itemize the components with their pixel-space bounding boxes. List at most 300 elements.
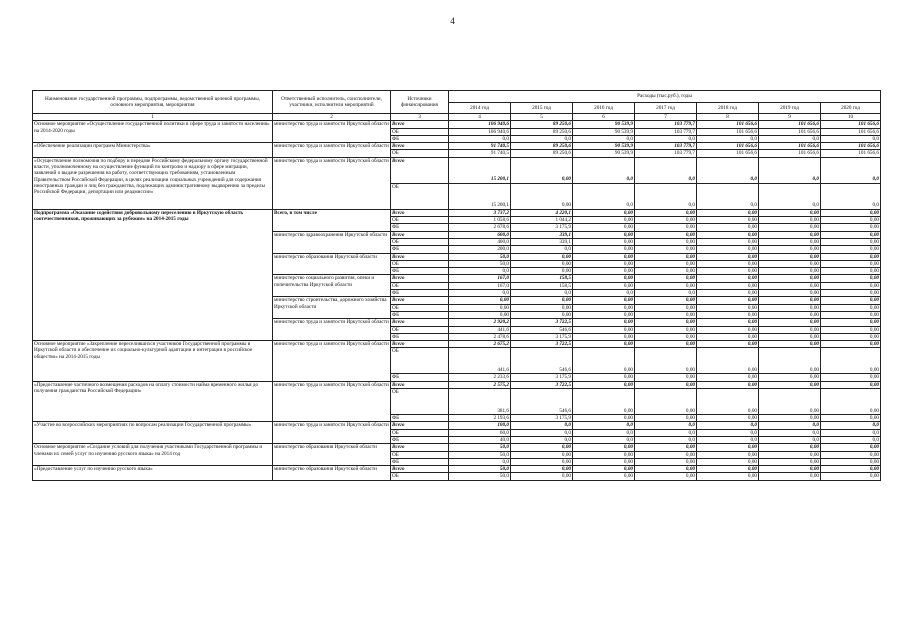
row-value-cell: 0,00: [759, 282, 821, 289]
row-value-cell: 0,00: [449, 311, 511, 318]
row-source-cell: ФБ: [391, 268, 449, 275]
row-value-cell: 0,0: [573, 429, 635, 436]
row-value-cell: 0,00: [573, 444, 635, 451]
row-value-cell: 15 200,1: [449, 183, 511, 209]
row-value-cell: 101 656,6: [697, 121, 759, 128]
row-value-cell: 0,00: [697, 389, 759, 415]
row-value-cell: 0,00: [573, 473, 635, 480]
row-value-cell: 0,0: [511, 436, 573, 443]
row-value-cell: 0,00: [821, 473, 881, 480]
row-value-cell: 0,00: [635, 466, 697, 473]
row-value-cell: 0,00: [635, 341, 697, 348]
row-value-cell: 0,00: [635, 473, 697, 480]
row-value-cell: 101 656,6: [821, 128, 881, 135]
row-value-cell: 0,00: [635, 381, 697, 388]
row-value-cell: 0,00: [821, 444, 881, 451]
row-value-cell: 2 678,6: [449, 224, 511, 231]
row-value-cell: 0,00: [821, 253, 881, 260]
header-year: 2019 год: [759, 102, 821, 114]
row-value-cell: 3 737,2: [449, 209, 511, 216]
row-value-cell: 0,00: [697, 466, 759, 473]
row-value-cell: 0,00: [573, 282, 635, 289]
row-value-cell: 0,00: [697, 473, 759, 480]
row-value-cell: 0,00: [759, 451, 821, 458]
row-value-cell: 0,00: [697, 451, 759, 458]
header-year: 2015 год: [511, 102, 573, 114]
row-source-cell: Всего: [391, 381, 449, 388]
row-value-cell: 0,00: [759, 297, 821, 304]
row-value-cell: 0,00: [759, 260, 821, 267]
row-value-cell: 101 656,6: [759, 143, 821, 150]
row-value-cell: 0,00: [759, 473, 821, 480]
row-value-cell: 0,00: [697, 209, 759, 216]
row-executor-cell: министерство труда и занятости Иркутской области: [273, 422, 391, 444]
row-value-cell: 0,00: [697, 458, 759, 465]
row-source-cell: ФБ: [391, 224, 449, 231]
row-value-cell: 0,00: [511, 458, 573, 465]
row-executor-cell: министерство труда и занятости Иркутской области: [273, 157, 391, 209]
row-value-cell: 0,00: [697, 374, 759, 381]
row-value-cell: 60,0: [449, 429, 511, 436]
row-value-cell: 0,0: [697, 429, 759, 436]
row-value-cell: 89 250,6: [511, 143, 573, 150]
row-value-cell: 0,0: [697, 183, 759, 209]
row-source-cell: ФБ: [391, 290, 449, 297]
row-value-cell: 0,00: [821, 319, 881, 326]
row-value-cell: 0,00: [759, 326, 821, 333]
row-value-cell: 0,00: [821, 260, 881, 267]
row-value-cell: 0,00: [511, 444, 573, 451]
row-value-cell: 0,0: [759, 436, 821, 443]
row-value-cell: 0,00: [759, 224, 821, 231]
row-value-cell: 0,00: [697, 290, 759, 297]
row-value-cell: 0,00: [759, 311, 821, 318]
row-value-cell: 167,0: [449, 275, 511, 282]
header-year: 2014 год: [449, 102, 511, 114]
row-value-cell: 0,00: [635, 231, 697, 238]
row-value-cell: 0,00: [635, 458, 697, 465]
row-source-cell: ФБ: [391, 135, 449, 142]
column-number: 3: [391, 114, 449, 121]
header-year: 2020 год: [821, 102, 881, 114]
row-value-cell: 0,0: [759, 135, 821, 142]
row-value-cell: 0,00: [635, 268, 697, 275]
table-body: [33, 121, 881, 480]
row-value-cell: 89 250,6: [511, 128, 573, 135]
row-source-cell: Всего: [391, 121, 449, 128]
row-value-cell: 0,0: [573, 183, 635, 209]
budget-table-container: [32, 90, 880, 481]
row-source-cell: Всего: [391, 422, 449, 429]
header-source: Источники финансирования: [391, 91, 449, 114]
row-value-cell: 0,00: [573, 268, 635, 275]
row-value-cell: 0,0: [449, 290, 511, 297]
row-value-cell: 0,00: [573, 326, 635, 333]
row-value-cell: 40,0: [449, 436, 511, 443]
row-value-cell: 0,0: [573, 135, 635, 142]
row-value-cell: 0,00: [635, 238, 697, 245]
row-value-cell: 0,00: [759, 341, 821, 348]
row-source-cell: Всего: [391, 297, 449, 304]
row-value-cell: 0,0: [759, 183, 821, 209]
row-value-cell: 0,00: [697, 348, 759, 374]
row-value-cell: 91 740,5: [449, 143, 511, 150]
row-source-cell: ФБ: [391, 333, 449, 340]
row-value-cell: 2 233,6: [449, 374, 511, 381]
row-value-cell: 0,00: [821, 326, 881, 333]
row-value-cell: 0,00: [697, 238, 759, 245]
row-value-cell: 0,00: [821, 458, 881, 465]
row-value-cell: 1 058,6: [449, 217, 511, 224]
row-executor-cell: министерство образования Иркутской области: [273, 444, 391, 466]
row-executor-cell: министерство социального развития, опеки и попечительства Иркутской области: [273, 275, 391, 297]
row-value-cell: 0,00: [821, 381, 881, 388]
row-source-cell: Всего: [391, 275, 449, 282]
row-name-cell: Подпрограмма «Оказание содействия добровольному переселению в Иркутскую область соотечественников, проживающих за рубежом» на 2014-2015 годы: [33, 209, 273, 340]
row-value-cell: 0,00: [511, 260, 573, 267]
row-source-cell: ОБ: [391, 282, 449, 289]
row-executor-cell: министерство труда и занятости Иркутской области: [273, 143, 391, 158]
row-value-cell: 106 940,6: [449, 128, 511, 135]
row-value-cell: 0,0: [449, 135, 511, 142]
row-value-cell: 0,00: [635, 333, 697, 340]
row-value-cell: 0,00: [511, 473, 573, 480]
row-value-cell: 0,00: [821, 290, 881, 297]
row-value-cell: 101 656,6: [759, 121, 821, 128]
row-source-cell: ОБ: [391, 326, 449, 333]
row-value-cell: 0,0: [697, 157, 759, 183]
row-source-cell: ОБ: [391, 389, 449, 415]
table-row: [33, 157, 881, 183]
row-value-cell: 0,00: [635, 304, 697, 311]
row-value-cell: 50,0: [449, 451, 511, 458]
column-number: 2: [273, 114, 391, 121]
row-value-cell: 0,0: [511, 246, 573, 253]
row-source-cell: ОБ: [391, 304, 449, 311]
row-value-cell: 50,0: [449, 253, 511, 260]
row-value-cell: 0,00: [697, 341, 759, 348]
row-source-cell: ОБ: [391, 260, 449, 267]
row-value-cell: 0,00: [697, 231, 759, 238]
row-name-cell: «Обеспечение реализации программ Министерства»: [33, 143, 273, 158]
row-source-cell: ОБ: [391, 429, 449, 436]
row-value-cell: 0,0: [697, 422, 759, 429]
row-value-cell: 0,0: [821, 422, 881, 429]
row-value-cell: 0,0: [511, 422, 573, 429]
row-source-cell: ОБ: [391, 348, 449, 374]
column-number: 8: [697, 114, 759, 121]
row-value-cell: 101 656,6: [697, 150, 759, 157]
row-value-cell: 0,00: [635, 415, 697, 422]
row-value-cell: 0,00: [759, 374, 821, 381]
row-value-cell: 0,0: [573, 436, 635, 443]
row-name-cell: Основное мероприятие «Осуществление государственной политики в сфере труда и занятости населения» на 2014-2020 годы: [33, 121, 273, 143]
row-value-cell: 101 656,6: [697, 128, 759, 135]
row-value-cell: 0,0: [821, 157, 881, 183]
row-value-cell: 0,00: [573, 348, 635, 374]
row-value-cell: 0,00: [759, 217, 821, 224]
row-value-cell: 0,00: [759, 246, 821, 253]
row-value-cell: 0,00: [697, 268, 759, 275]
row-value-cell: 0,00: [697, 319, 759, 326]
row-value-cell: 0,00: [511, 268, 573, 275]
row-value-cell: 0,00: [511, 183, 573, 209]
row-name-cell: Основное мероприятие «Создание условий для получения участниками Государственной программы и членами их семей услуг по изучению русского языка» на 2014 год: [33, 444, 273, 466]
row-value-cell: 0,00: [821, 333, 881, 340]
header-year: 2017 год: [635, 102, 697, 114]
row-value-cell: 0,00: [821, 238, 881, 245]
row-value-cell: 0,00: [511, 466, 573, 473]
row-value-cell: 0,0: [635, 135, 697, 142]
row-value-cell: 89 250,6: [511, 150, 573, 157]
column-number-row: [33, 114, 881, 121]
row-value-cell: 90 539,9: [573, 143, 635, 150]
row-value-cell: 0,0: [635, 183, 697, 209]
row-source-cell: ОБ: [391, 217, 449, 224]
row-value-cell: 0,00: [449, 297, 511, 304]
row-value-cell: 0,0: [759, 157, 821, 183]
row-value-cell: 101 656,6: [759, 128, 821, 135]
row-value-cell: 101 656,6: [821, 143, 881, 150]
row-source-cell: Всего: [391, 253, 449, 260]
row-value-cell: 0,00: [573, 238, 635, 245]
row-value-cell: 0,00: [449, 304, 511, 311]
row-value-cell: 441,6: [449, 348, 511, 374]
row-source-cell: Всего: [391, 143, 449, 150]
row-value-cell: 89 250,6: [511, 121, 573, 128]
row-value-cell: 1 044,2: [511, 217, 573, 224]
row-value-cell: 200,0: [449, 246, 511, 253]
row-value-cell: 0,00: [821, 311, 881, 318]
row-value-cell: 103 779,7: [635, 150, 697, 157]
row-executor-cell: министерство образования Иркутской области: [273, 466, 391, 481]
row-value-cell: 0,00: [697, 297, 759, 304]
row-value-cell: 0,00: [697, 224, 759, 231]
row-value-cell: 0,00: [697, 415, 759, 422]
row-source-cell: Всего: [391, 466, 449, 473]
row-value-cell: 103 779,7: [635, 143, 697, 150]
header-year: 2018 год: [697, 102, 759, 114]
row-value-cell: 90 539,9: [573, 150, 635, 157]
row-value-cell: 0,00: [511, 304, 573, 311]
row-source-cell: ФБ: [391, 415, 449, 422]
row-value-cell: 0,00: [635, 319, 697, 326]
row-source-cell: ОБ: [391, 238, 449, 245]
row-value-cell: 0,0: [635, 429, 697, 436]
row-value-cell: 0,00: [821, 246, 881, 253]
row-value-cell: 2 920,2: [449, 319, 511, 326]
row-source-cell: ФБ: [391, 246, 449, 253]
row-value-cell: 0,00: [573, 458, 635, 465]
row-value-cell: 0,0: [759, 429, 821, 436]
row-value-cell: 0,00: [573, 246, 635, 253]
row-value-cell: 101 656,6: [821, 150, 881, 157]
row-value-cell: 0,00: [759, 348, 821, 374]
row-value-cell: 0,0: [511, 135, 573, 142]
row-value-cell: 0,00: [573, 297, 635, 304]
row-value-cell: 3 175,9: [511, 374, 573, 381]
row-value-cell: 0,00: [759, 209, 821, 216]
row-source-cell: ФБ: [391, 374, 449, 381]
row-value-cell: 0,00: [759, 389, 821, 415]
row-value-cell: 0,00: [821, 415, 881, 422]
row-value-cell: 101 656,6: [821, 121, 881, 128]
row-value-cell: 0,00: [573, 333, 635, 340]
row-value-cell: 0,00: [697, 381, 759, 388]
row-value-cell: 103 779,7: [635, 128, 697, 135]
row-value-cell: 0,0: [759, 422, 821, 429]
row-value-cell: 50,0: [449, 466, 511, 473]
row-value-cell: 0,00: [821, 297, 881, 304]
row-value-cell: 0,00: [821, 217, 881, 224]
row-value-cell: 0,00: [511, 297, 573, 304]
row-value-cell: 0,00: [697, 333, 759, 340]
row-value-cell: 0,00: [697, 275, 759, 282]
row-value-cell: 0,0: [449, 268, 511, 275]
header-row: [33, 91, 881, 103]
row-value-cell: 0,00: [759, 333, 821, 340]
row-value-cell: 0,00: [635, 253, 697, 260]
row-value-cell: 0,00: [635, 209, 697, 216]
row-value-cell: 0,00: [697, 326, 759, 333]
row-value-cell: 0,00: [635, 282, 697, 289]
table-row: [33, 341, 881, 348]
row-executor-cell: министерство труда и занятости Иркутской области: [273, 381, 391, 422]
row-value-cell: 0,00: [635, 348, 697, 374]
row-value-cell: 0,00: [573, 451, 635, 458]
row-value-cell: 0,00: [573, 374, 635, 381]
row-value-cell: 0,00: [821, 389, 881, 415]
row-source-cell: Всего: [391, 157, 449, 183]
row-value-cell: 0,0: [697, 436, 759, 443]
row-value-cell: 0,00: [821, 451, 881, 458]
row-value-cell: 91 740,5: [449, 150, 511, 157]
row-value-cell: 0,00: [635, 451, 697, 458]
row-value-cell: 158,5: [511, 282, 573, 289]
row-value-cell: 0,00: [635, 326, 697, 333]
row-source-cell: Всего: [391, 319, 449, 326]
row-value-cell: 0,0: [821, 429, 881, 436]
row-value-cell: 381,6: [449, 389, 511, 415]
row-value-cell: 0,0: [511, 290, 573, 297]
row-value-cell: 50,0: [449, 444, 511, 451]
row-value-cell: 0,00: [759, 458, 821, 465]
row-source-cell: Всего: [391, 444, 449, 451]
row-source-cell: ОБ: [391, 183, 449, 209]
row-value-cell: 0,00: [759, 275, 821, 282]
table-row: [33, 466, 881, 473]
column-number: 4: [449, 114, 511, 121]
row-value-cell: 0,00: [821, 282, 881, 289]
column-number: 6: [573, 114, 635, 121]
row-value-cell: 2 478,6: [449, 333, 511, 340]
row-value-cell: 0,00: [573, 415, 635, 422]
row-value-cell: 0,00: [759, 444, 821, 451]
row-value-cell: 0,00: [821, 374, 881, 381]
row-value-cell: 0,00: [759, 304, 821, 311]
row-value-cell: 0,00: [573, 253, 635, 260]
row-value-cell: 0,00: [635, 275, 697, 282]
row-value-cell: 0,0: [635, 290, 697, 297]
row-source-cell: ФБ: [391, 311, 449, 318]
row-value-cell: 0,00: [635, 311, 697, 318]
row-value-cell: 400,0: [449, 238, 511, 245]
row-value-cell: 0,00: [511, 451, 573, 458]
header-year: 2016 год: [573, 102, 635, 114]
row-value-cell: 3 175,9: [511, 224, 573, 231]
table-row: [33, 121, 881, 128]
row-value-cell: 0,00: [821, 466, 881, 473]
row-value-cell: 0,00: [697, 253, 759, 260]
row-value-cell: 0,00: [821, 275, 881, 282]
row-value-cell: 546,6: [511, 389, 573, 415]
row-value-cell: 90 539,9: [573, 128, 635, 135]
row-source-cell: ОБ: [391, 150, 449, 157]
row-value-cell: 0,00: [821, 304, 881, 311]
row-value-cell: 3 175,9: [511, 333, 573, 340]
row-value-cell: 158,5: [511, 275, 573, 282]
row-value-cell: 0,00: [635, 444, 697, 451]
row-value-cell: 0,00: [573, 341, 635, 348]
row-source-cell: ФБ: [391, 458, 449, 465]
row-value-cell: 0,0: [635, 157, 697, 183]
row-value-cell: 0,00: [573, 231, 635, 238]
row-source-cell: ОБ: [391, 473, 449, 480]
row-value-cell: 0,00: [759, 268, 821, 275]
row-value-cell: 4 220,1: [511, 209, 573, 216]
row-value-cell: 0,00: [635, 389, 697, 415]
row-value-cell: 339,1: [511, 231, 573, 238]
row-value-cell: 2 575,2: [449, 381, 511, 388]
row-name-cell: Основное мероприятие «Закрепление переселившихся участников Государственной программы в Иркутской области и обеспечение их социально-культурной адаптации и интеграции в российское общество» на 2014-2015 годы: [33, 341, 273, 382]
row-value-cell: 0,00: [697, 444, 759, 451]
row-value-cell: 0,00: [573, 209, 635, 216]
row-value-cell: 0,0: [697, 135, 759, 142]
row-value-cell: 546,6: [511, 326, 573, 333]
table-row: [33, 143, 881, 150]
row-value-cell: 0,0: [821, 436, 881, 443]
row-name-cell: «Предоставление услуг по изучению русского языка»: [33, 466, 273, 481]
row-value-cell: 0,00: [635, 217, 697, 224]
row-value-cell: 106 940,6: [449, 121, 511, 128]
row-value-cell: 50,0: [449, 260, 511, 267]
column-number: 1: [33, 114, 273, 121]
row-value-cell: 100,0: [449, 422, 511, 429]
row-name-cell: «Предоставление частичного возмещения расходов на оплату стоимости найма временного жилья до получения гражданства Российской Федерации»: [33, 381, 273, 422]
row-value-cell: 0,00: [573, 319, 635, 326]
row-value-cell: 0,0: [573, 290, 635, 297]
table-row: [33, 444, 881, 451]
row-executor-cell: министерство труда и занятости Иркутской области: [273, 121, 391, 143]
row-value-cell: 0,00: [573, 224, 635, 231]
row-value-cell: 0,00: [697, 217, 759, 224]
row-value-cell: 0,00: [697, 282, 759, 289]
column-number: 10: [821, 114, 881, 121]
column-number: 7: [635, 114, 697, 121]
row-value-cell: 0,0: [573, 422, 635, 429]
row-value-cell: 441,6: [449, 326, 511, 333]
row-source-cell: ОБ: [391, 451, 449, 458]
row-executor-cell: Всего, в том числе: [273, 209, 391, 231]
row-value-cell: 0,00: [511, 253, 573, 260]
table-row: [33, 381, 881, 388]
row-source-cell: Всего: [391, 209, 449, 216]
row-value-cell: 0,00: [573, 466, 635, 473]
row-value-cell: 0,0: [449, 458, 511, 465]
row-value-cell: 0,00: [573, 381, 635, 388]
row-value-cell: 101 656,6: [759, 150, 821, 157]
row-value-cell: 0,00: [697, 304, 759, 311]
